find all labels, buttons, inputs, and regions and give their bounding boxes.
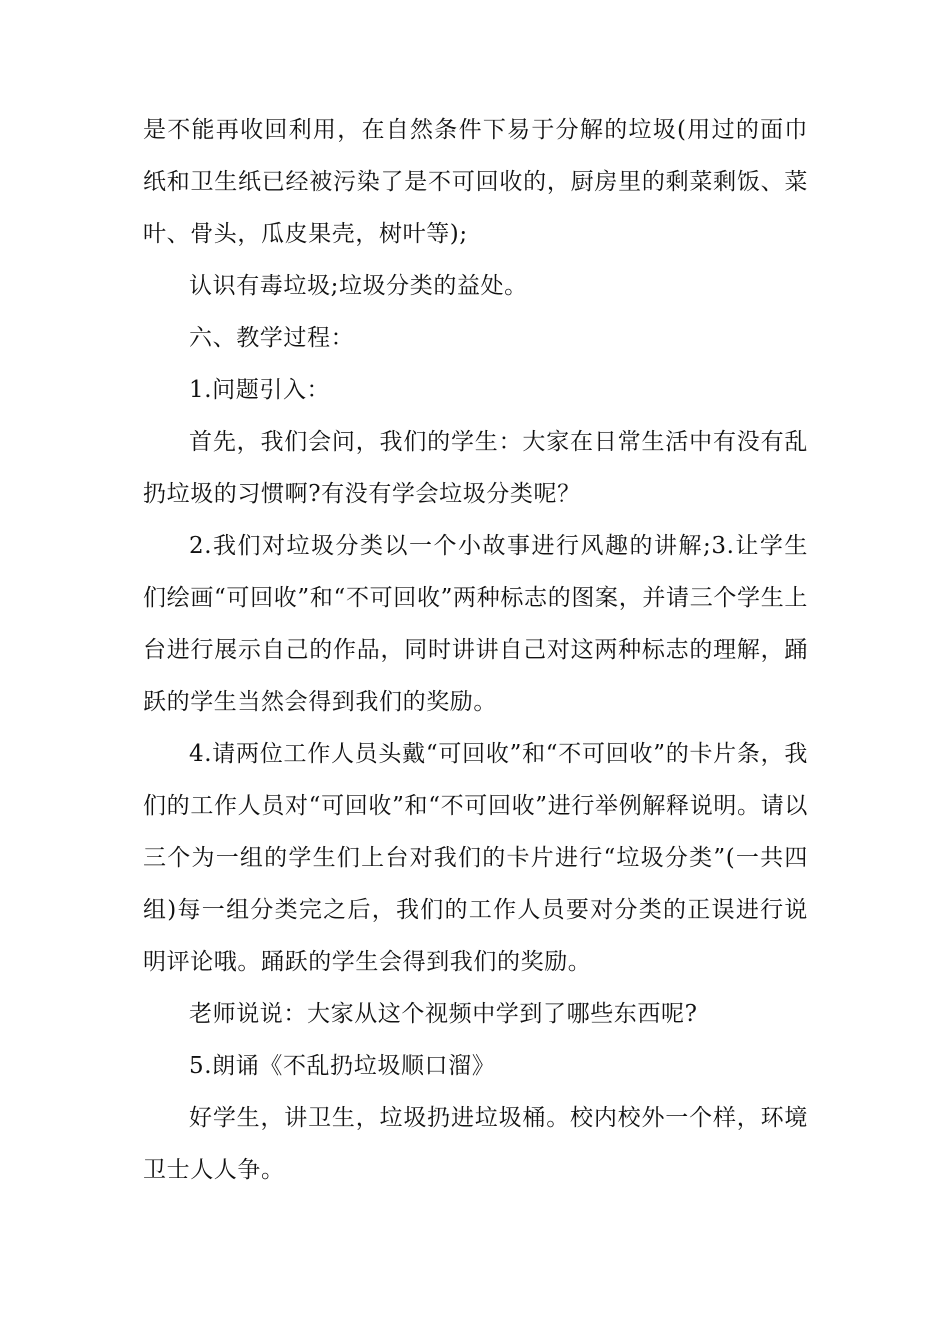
step-heading-recitation: 5.朗诵《不乱扔垃圾顺口溜》: [189, 1053, 496, 1079]
paragraph-card-activity: 4.请两位工作人员头戴“可回收”和“不可回收”的卡片条，我们的工作人员对“可回收”和“不可回收”进行举例解释说明。请以三个为一组的学生们上台对我们的卡片进行“垃圾分类”(一共四组)每一组分类完之后，我们的工作人员要对分类的正误进行说明评论哦。踊跃的学生会得到我们的奖励。: [143, 741, 808, 975]
document-body: [143, 104, 808, 1196]
paragraph-first-question: 首先，我们会问，我们的学生：大家在日常生活中有没有乱扔垃圾的习惯啊?有没有学会垃圾分类呢？: [143, 429, 808, 507]
section-heading-teaching-process: 六、教学过程：: [189, 325, 355, 351]
step-heading-question-intro: 1.问题引入：: [189, 377, 331, 403]
paragraph-teacher-says: 老师说说：大家从这个视频中学到了哪些东西呢?: [189, 1001, 698, 1027]
paragraph-continuation: 是不能再收回利用，在自然条件下易于分解的垃圾(用过的面巾纸和卫生纸已经被污染了是不可回收的，厨房里的剩菜剩饭、菜叶、骨头，瓜皮果壳，树叶等);: [143, 117, 808, 247]
paragraph-rhyme: 好学生，讲卫生，垃圾扔进垃圾桶。校内校外一个样，环境卫士人人争。: [143, 1105, 808, 1183]
paragraph-hazardous-waste: 认识有毒垃圾;垃圾分类的益处。: [189, 273, 528, 299]
paragraph-story-and-drawing: 2.我们对垃圾分类以一个小故事进行风趣的讲解;3.让学生们绘画“可回收”和“不可回收”两种标志的图案，并请三个学生上台进行展示自己的作品，同时讲讲自己对这两种标志的理解，踊跃的学生当然会得到我们的奖励。: [143, 533, 808, 715]
